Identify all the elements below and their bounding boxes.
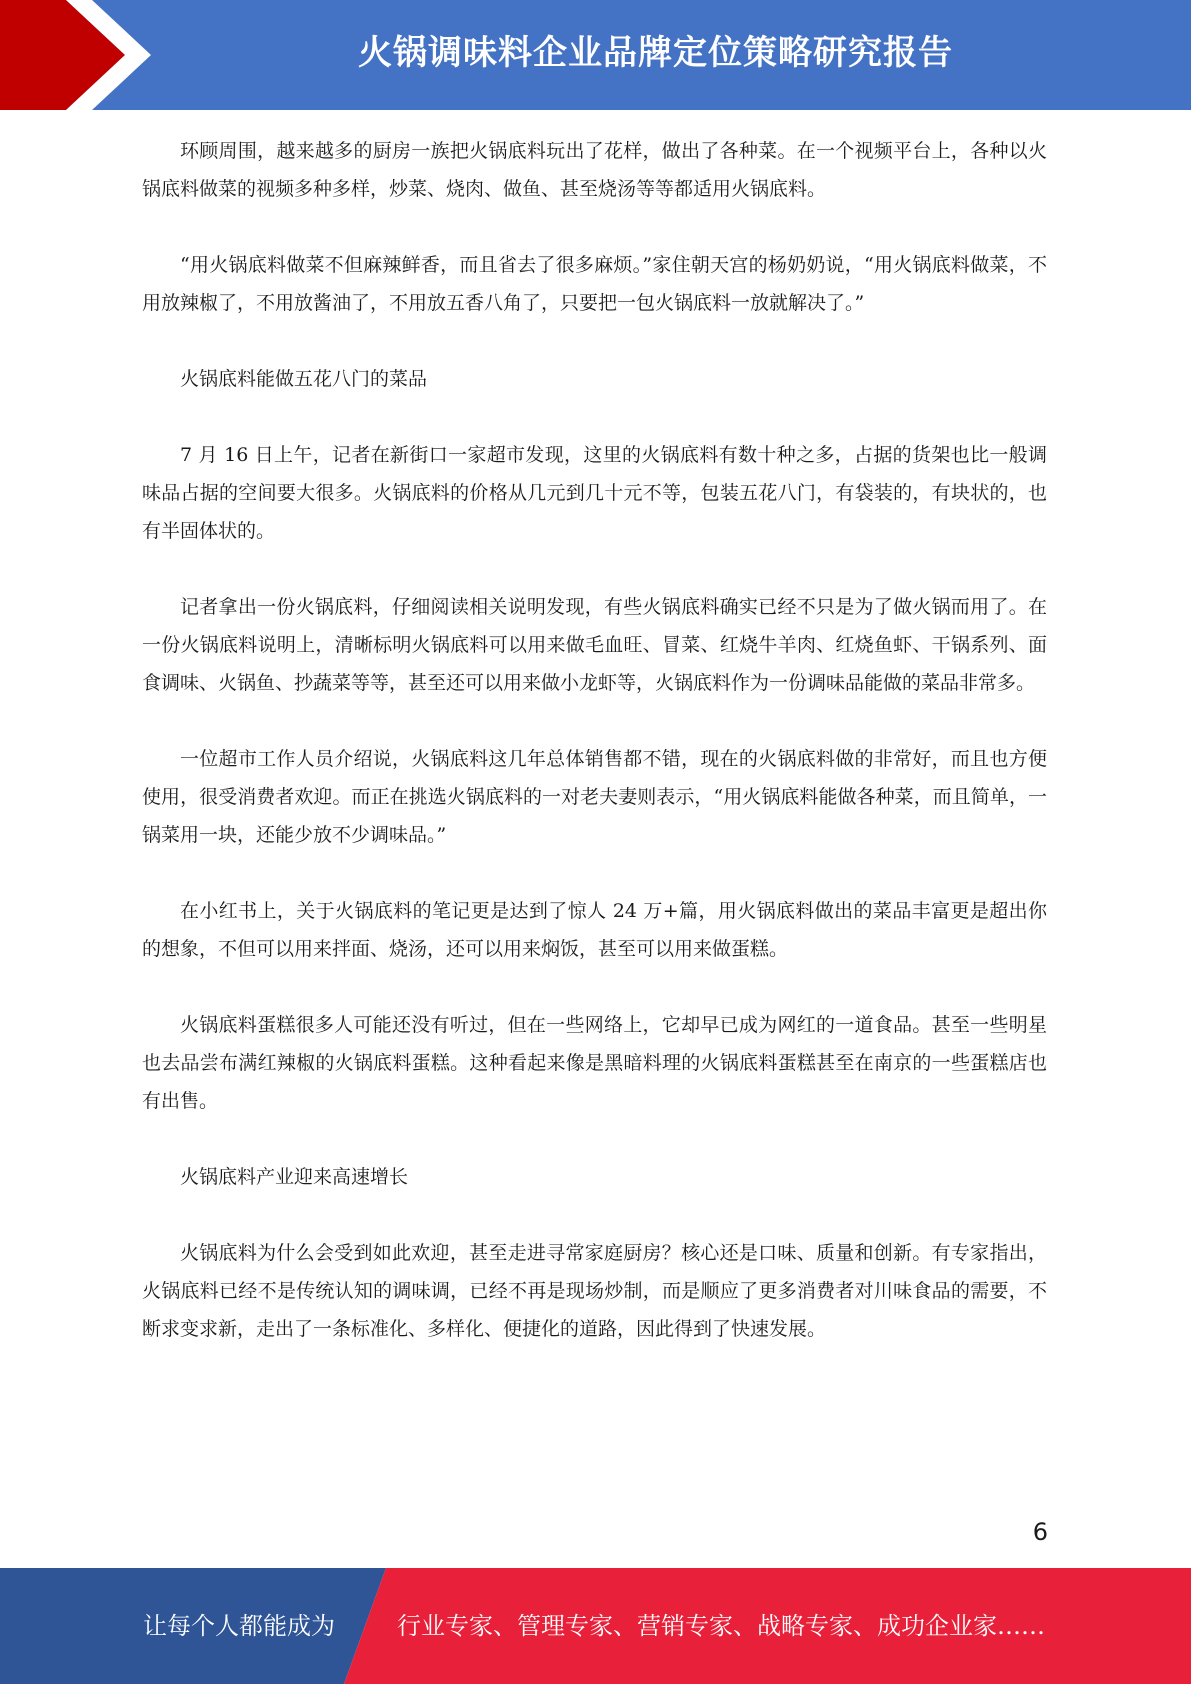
paragraph: 火锅底料为什么会受到如此欢迎，甚至走进寻常家庭厨房？核心还是口味、质量和创新。有专家指出，火锅底料已经不是传统认知的调味调，已经不再是现场炒制，而是顺应了更多消费者对川味食品的需要，不断求变求新，走出了一条标准化、多样化、便捷化的道路，因此得到了快速发展。 bbox=[142, 1242, 1047, 1340]
paragraph: 一位超市工作人员介绍说，火锅底料这几年总体销售都不错，现在的火锅底料做的非常好，而且也方便使用，很受消费者欢迎。而正在挑选火锅底料的一对老夫妻则表示，“用火锅底料能做各种菜，而且简单，一锅菜用一块，还能少放不少调味品。” bbox=[142, 748, 1047, 846]
document-title: 火锅调味料企业品牌定位策略研究报告 bbox=[358, 33, 953, 73]
section-heading: 火锅底料能做五花八门的菜品 bbox=[180, 368, 428, 390]
paragraph: 记者拿出一份火锅底料，仔细阅读相关说明发现，有些火锅底料确实已经不只是为了做火锅而用了。在一份火锅底料说明上，清晰标明火锅底料可以用来做毛血旺、冒菜、红烧牛羊肉、红烧鱼虾、干锅系列、面食调味、火锅鱼、抄蔬菜等等，甚至还可以用来做小龙虾等，火锅底料作为一份调味品能做的菜品非常多。 bbox=[142, 596, 1047, 694]
paragraph: 环顾周围，越来越多的厨房一族把火锅底料玩出了花样，做出了各种菜。在一个视频平台上，各种以火锅底料做菜的视频多种多样，炒菜、烧肉、做鱼、甚至烧汤等等都适用火锅底料。 bbox=[142, 140, 1047, 200]
page-header bbox=[0, 0, 1191, 110]
paragraph: 火锅底料蛋糕很多人可能还没有听过，但在一些网络上，它却早已成为网红的一道食品。甚至一些明星也去品尝布满红辣椒的火锅底料蛋糕。这种看起来像是黑暗料理的火锅底料蛋糕甚至在南京的一些蛋糕店也有出售。 bbox=[142, 1014, 1047, 1112]
document-body bbox=[142, 132, 1047, 1386]
footer-slogan-right: 行业专家、管理专家、营销专家、战略专家、成功企业家…… bbox=[397, 1612, 1045, 1640]
paragraph: 在小红书上，关于火锅底料的笔记更是达到了惊人 24 万+篇，用火锅底料做出的菜品丰富更是超出你的想象，不但可以用来拌面、烧汤，还可以用来焖饭，甚至可以用来做蛋糕。 bbox=[142, 900, 1047, 960]
paragraph: “用火锅底料做菜不但麻辣鲜香，而且省去了很多麻烦。”家住朝天宫的杨奶奶说，“用火锅底料做菜，不用放辣椒了，不用放酱油了，不用放五香八角了，只要把一包火锅底料一放就解决了。” bbox=[142, 254, 1047, 314]
page-number: 6 bbox=[1032, 1518, 1048, 1546]
page-footer bbox=[0, 1568, 1191, 1684]
section-heading: 火锅底料产业迎来高速增长 bbox=[180, 1166, 409, 1188]
paragraph: 7 月 16 日上午，记者在新街口一家超市发现，这里的火锅底料有数十种之多，占据的货架也比一般调味品占据的空间要大很多。火锅底料的价格从几元到几十元不等，包装五花八门，有袋装的，有块状的，也有半固体状的。 bbox=[142, 444, 1047, 542]
footer-slogan-left: 让每个人都能成为 bbox=[143, 1612, 335, 1640]
